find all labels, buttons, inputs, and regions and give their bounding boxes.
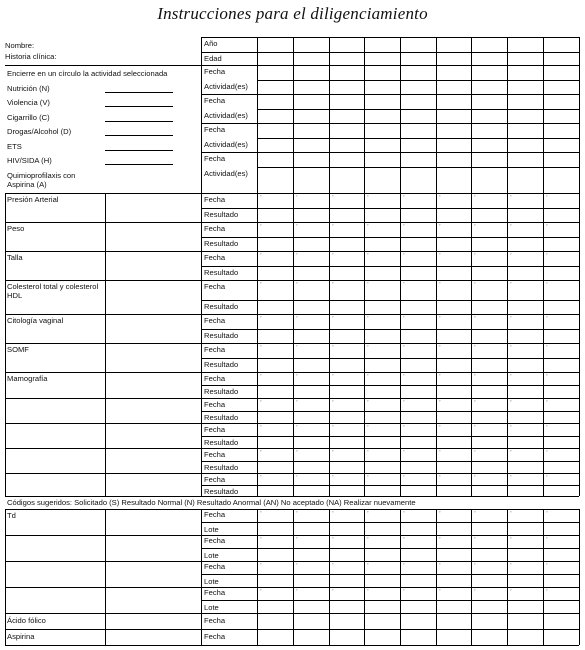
row-label: Actividad(es) xyxy=(204,140,248,149)
row-label: Actividad(es) xyxy=(204,111,248,120)
cell-marker: ° xyxy=(332,344,334,349)
cell-marker: ° xyxy=(296,194,298,199)
cell-marker: ° xyxy=(260,252,262,257)
screening-name: Mamografía xyxy=(7,374,48,383)
cell-marker: ° xyxy=(510,588,512,593)
cell-marker: ° xyxy=(296,510,298,515)
cell-marker: ° xyxy=(546,474,548,479)
activity-blank-line[interactable] xyxy=(105,92,173,93)
fecha-label: Fecha xyxy=(204,510,226,519)
activity-label: Drogas/Alcohol (D) xyxy=(7,127,72,136)
cell-marker: ° xyxy=(332,474,334,479)
cell-marker: ° xyxy=(367,588,369,593)
cell-marker: ° xyxy=(260,510,262,515)
row-divider xyxy=(257,167,579,168)
cell-marker: ° xyxy=(439,474,441,479)
row-divider xyxy=(201,548,579,549)
cell-marker: ° xyxy=(439,449,441,454)
screening-name: Presión Arterial xyxy=(7,195,59,204)
cell-marker: ° xyxy=(332,399,334,404)
cell-marker: ° xyxy=(474,344,476,349)
row-divider xyxy=(201,52,579,53)
cell-marker: ° xyxy=(546,223,548,228)
codes-legend: Códigos sugeridos: Solicitado (S) Resultado Normal (N) Resultado Anormal (AN) No aceptado (NA) Realizar nuevamente xyxy=(7,498,416,507)
cell-marker: ° xyxy=(367,510,369,515)
cell-marker: ° xyxy=(510,344,512,349)
activity-label: Cigarrillo (C) xyxy=(7,113,50,122)
cell-marker: ° xyxy=(546,449,548,454)
resultado-label: Resultado xyxy=(204,387,239,396)
cell-marker: ° xyxy=(260,399,262,404)
instruction-text: Encierre en un círculo la actividad seleccionada xyxy=(7,69,168,78)
fecha-label: Fecha xyxy=(204,632,226,641)
lote-label: Lote xyxy=(204,551,219,560)
fecha-label: Fecha xyxy=(204,475,226,484)
cell-marker: ° xyxy=(367,373,369,378)
cell-marker: ° xyxy=(474,588,476,593)
cell-marker: ° xyxy=(510,373,512,378)
activity-label: Nutrición (N) xyxy=(7,84,50,93)
table-left-border xyxy=(5,193,6,496)
cell-marker: ° xyxy=(367,223,369,228)
row-divider xyxy=(5,535,579,536)
cell-marker: ° xyxy=(546,588,548,593)
cell-marker: ° xyxy=(474,373,476,378)
cell-marker: ° xyxy=(546,562,548,567)
cell-marker: ° xyxy=(367,252,369,257)
date-column-divider xyxy=(579,193,580,496)
fecha-label: Fecha xyxy=(204,536,226,545)
resultado-label: Resultado xyxy=(204,239,239,248)
cell-marker: ° xyxy=(510,281,512,286)
screening-name: Peso xyxy=(7,224,25,233)
cell-marker: ° xyxy=(439,194,441,199)
cell-marker: ° xyxy=(332,449,334,454)
row-divider xyxy=(201,385,579,386)
date-column-divider xyxy=(400,193,401,496)
cell-marker: ° xyxy=(367,281,369,286)
resultado-label: Resultado xyxy=(204,268,239,277)
cell-marker: ° xyxy=(367,474,369,479)
activity-label: Quimioprofilaxis con Aspirina (A) xyxy=(7,171,76,189)
screening-name: Talla xyxy=(7,253,23,262)
row-divider xyxy=(5,398,579,399)
date-column-divider xyxy=(507,37,508,193)
screening-name: SOMF xyxy=(7,345,29,354)
row-divider xyxy=(257,138,579,139)
cell-marker: ° xyxy=(403,562,405,567)
fecha-label: Fecha xyxy=(204,345,226,354)
header-divider xyxy=(201,37,202,193)
cell-marker: ° xyxy=(510,449,512,454)
row-label: Fecha xyxy=(204,125,226,134)
cell-marker: ° xyxy=(474,474,476,479)
row-divider xyxy=(201,358,579,359)
cell-marker: ° xyxy=(510,252,512,257)
section-divider xyxy=(5,496,579,497)
cell-marker: ° xyxy=(296,536,298,541)
fecha-label: Fecha xyxy=(204,588,226,597)
cell-marker: ° xyxy=(546,399,548,404)
cell-marker: ° xyxy=(260,281,262,286)
cell-marker: ° xyxy=(439,562,441,567)
row-divider xyxy=(5,587,579,588)
cell-marker: ° xyxy=(439,281,441,286)
resultado-label: Resultado xyxy=(204,210,239,219)
row-label: Fecha xyxy=(204,96,226,105)
cell-marker: ° xyxy=(260,344,262,349)
cell-marker: ° xyxy=(474,194,476,199)
nombre-label: Nombre: xyxy=(5,41,35,50)
cell-marker: ° xyxy=(296,252,298,257)
cell-marker: ° xyxy=(367,315,369,320)
cell-marker: ° xyxy=(474,510,476,515)
cell-marker: ° xyxy=(546,281,548,286)
fecha-label: Fecha xyxy=(204,562,226,571)
cell-marker: ° xyxy=(439,424,441,429)
row-divider xyxy=(201,152,579,153)
date-column-divider xyxy=(543,37,544,193)
cell-marker: ° xyxy=(296,223,298,228)
activity-blank-line[interactable] xyxy=(105,164,173,165)
supplement-name: Aspirina xyxy=(7,632,35,641)
activity-blank-line[interactable] xyxy=(105,106,173,107)
cell-marker: ° xyxy=(510,315,512,320)
cell-marker: ° xyxy=(296,315,298,320)
activity-blank-line[interactable] xyxy=(105,150,173,151)
resultado-label: Resultado xyxy=(204,302,239,311)
row-divider xyxy=(5,423,579,424)
cell-marker: ° xyxy=(332,223,334,228)
row-label: Actividad(es) xyxy=(204,82,248,91)
cell-marker: ° xyxy=(367,424,369,429)
cell-marker: ° xyxy=(403,223,405,228)
cell-marker: ° xyxy=(510,399,512,404)
date-column-divider xyxy=(257,193,258,496)
row-divider xyxy=(257,109,579,110)
fecha-label: Fecha xyxy=(204,374,226,383)
fecha-label: Fecha xyxy=(204,616,226,625)
row-label: Fecha xyxy=(204,154,226,163)
supplement-name: Ácido fólico xyxy=(7,616,46,625)
date-column-divider xyxy=(471,37,472,193)
cell-marker: ° xyxy=(546,510,548,515)
fecha-label: Fecha xyxy=(204,450,226,459)
cell-marker: ° xyxy=(260,223,262,228)
resultado-label: Resultado xyxy=(204,331,239,340)
cell-marker: ° xyxy=(260,474,262,479)
date-column-divider xyxy=(543,193,544,496)
row-divider xyxy=(201,522,579,523)
cell-marker: ° xyxy=(260,424,262,429)
activity-blank-line[interactable] xyxy=(105,121,173,122)
cell-marker: ° xyxy=(403,281,405,286)
cell-marker: ° xyxy=(510,424,512,429)
cell-marker: ° xyxy=(367,344,369,349)
cell-marker: ° xyxy=(510,562,512,567)
date-column-divider xyxy=(400,37,401,193)
cell-marker: ° xyxy=(546,252,548,257)
fecha-label: Fecha xyxy=(204,253,226,262)
row-divider xyxy=(201,208,579,209)
cell-marker: ° xyxy=(510,536,512,541)
cell-marker: ° xyxy=(260,449,262,454)
resultado-label: Resultado xyxy=(204,413,239,422)
fecha-label: Fecha xyxy=(204,316,226,325)
cell-marker: ° xyxy=(403,510,405,515)
row-divider xyxy=(201,411,579,412)
cell-marker: ° xyxy=(439,536,441,541)
date-column-divider xyxy=(436,193,437,496)
cell-marker: ° xyxy=(403,588,405,593)
row-divider xyxy=(201,329,579,330)
cell-marker: ° xyxy=(332,194,334,199)
cell-marker: ° xyxy=(296,373,298,378)
date-column-divider xyxy=(436,37,437,193)
date-column-divider xyxy=(364,193,365,496)
cell-marker: ° xyxy=(403,344,405,349)
cell-marker: ° xyxy=(474,449,476,454)
fecha-label: Fecha xyxy=(204,224,226,233)
row-divider xyxy=(201,461,579,462)
lote-label: Lote xyxy=(204,577,219,586)
resultado-label: Resultado xyxy=(204,463,239,472)
cell-marker: ° xyxy=(332,536,334,541)
cell-marker: ° xyxy=(546,344,548,349)
activity-label: Violencia (V) xyxy=(7,98,50,107)
cell-marker: ° xyxy=(403,449,405,454)
activity-blank-line[interactable] xyxy=(105,135,173,136)
screening-name: Citología vaginal xyxy=(7,316,64,325)
cell-marker: ° xyxy=(510,223,512,228)
cell-marker: ° xyxy=(296,399,298,404)
cell-marker: ° xyxy=(367,562,369,567)
cell-marker: ° xyxy=(367,536,369,541)
cell-marker: ° xyxy=(439,252,441,257)
cell-marker: ° xyxy=(260,315,262,320)
date-column-divider xyxy=(364,37,365,193)
cell-marker: ° xyxy=(474,315,476,320)
cell-marker: ° xyxy=(403,399,405,404)
cell-marker: ° xyxy=(332,252,334,257)
cell-marker: ° xyxy=(367,399,369,404)
date-column-divider xyxy=(293,37,294,193)
row-divider xyxy=(5,629,579,630)
row-divider xyxy=(201,485,579,486)
row-divider xyxy=(201,237,579,238)
fecha-label: Fecha xyxy=(204,400,226,409)
cell-marker: ° xyxy=(546,536,548,541)
cell-marker: ° xyxy=(296,449,298,454)
date-column-divider xyxy=(257,37,258,193)
cell-marker: ° xyxy=(439,510,441,515)
fecha-label: Fecha xyxy=(204,195,226,204)
row-label: Fecha xyxy=(204,67,226,76)
cell-marker: ° xyxy=(260,194,262,199)
date-column-divider xyxy=(329,37,330,193)
activity-label: ETS xyxy=(7,142,22,151)
row-divider xyxy=(5,613,579,614)
resultado-label: Resultado xyxy=(204,438,239,447)
cell-marker: ° xyxy=(474,281,476,286)
header-divider-line xyxy=(5,65,579,66)
cell-marker: ° xyxy=(332,373,334,378)
row-divider xyxy=(5,280,579,281)
date-column-divider xyxy=(471,193,472,496)
cell-marker: ° xyxy=(332,424,334,429)
row-divider xyxy=(5,473,579,474)
row-divider xyxy=(201,574,579,575)
screening-name: Colesterol total y colesterol HDL xyxy=(7,282,99,300)
cell-marker: ° xyxy=(510,474,512,479)
date-column-divider xyxy=(579,37,580,193)
cell-marker: ° xyxy=(546,315,548,320)
cell-marker: ° xyxy=(296,424,298,429)
row-divider xyxy=(201,123,579,124)
row-divider xyxy=(201,94,579,95)
cell-marker: ° xyxy=(474,536,476,541)
row-divider xyxy=(5,561,579,562)
cell-marker: ° xyxy=(403,474,405,479)
fecha-label: Fecha xyxy=(204,425,226,434)
cell-marker: ° xyxy=(403,373,405,378)
cell-marker: ° xyxy=(332,315,334,320)
cell-marker: ° xyxy=(474,252,476,257)
resultado-label: Resultado xyxy=(204,360,239,369)
row-label: Año xyxy=(204,39,218,48)
cell-marker: ° xyxy=(367,194,369,199)
table-bottom-border xyxy=(5,645,579,646)
lote-label: Lote xyxy=(204,525,219,534)
cell-marker: ° xyxy=(367,449,369,454)
fecha-label: Fecha xyxy=(204,282,226,291)
cell-marker: ° xyxy=(403,315,405,320)
date-column-divider xyxy=(579,509,580,613)
cell-marker: ° xyxy=(439,373,441,378)
row-divider xyxy=(5,193,579,194)
cell-marker: ° xyxy=(296,588,298,593)
row-divider xyxy=(5,314,579,315)
cell-marker: ° xyxy=(332,588,334,593)
row-divider xyxy=(5,509,579,510)
cell-marker: ° xyxy=(332,562,334,567)
cell-marker: ° xyxy=(546,194,548,199)
historia-clinica-label: Historia clínica: xyxy=(5,52,57,61)
cell-marker: ° xyxy=(439,399,441,404)
cell-marker: ° xyxy=(296,474,298,479)
cell-marker: ° xyxy=(332,281,334,286)
cell-marker: ° xyxy=(439,344,441,349)
row-divider xyxy=(5,251,579,252)
cell-marker: ° xyxy=(439,315,441,320)
row-divider xyxy=(5,372,579,373)
cell-marker: ° xyxy=(260,373,262,378)
column-divider xyxy=(201,193,202,496)
cell-marker: ° xyxy=(510,510,512,515)
cell-marker: ° xyxy=(403,536,405,541)
vaccine-name: Td xyxy=(7,511,16,520)
row-divider xyxy=(201,266,579,267)
row-divider xyxy=(5,222,579,223)
cell-marker: ° xyxy=(296,344,298,349)
cell-marker: ° xyxy=(439,588,441,593)
date-column-divider xyxy=(579,613,580,645)
row-label: Edad xyxy=(204,54,222,63)
row-label: Actividad(es) xyxy=(204,169,248,178)
column-divider xyxy=(105,193,106,496)
date-column-divider xyxy=(293,193,294,496)
cell-marker: ° xyxy=(474,562,476,567)
cell-marker: ° xyxy=(403,424,405,429)
page-title: Instrucciones para el diligenciamiento xyxy=(157,4,428,23)
resultado-label: Resultado xyxy=(204,487,239,496)
cell-marker: ° xyxy=(403,194,405,199)
cell-marker: ° xyxy=(546,373,548,378)
lote-label: Lote xyxy=(204,603,219,612)
cell-marker: ° xyxy=(474,399,476,404)
activity-label: HIV/SIDA (H) xyxy=(7,156,52,165)
cell-marker: ° xyxy=(510,194,512,199)
date-column-divider xyxy=(507,193,508,496)
row-divider xyxy=(201,436,579,437)
cell-marker: ° xyxy=(439,223,441,228)
row-divider xyxy=(5,343,579,344)
row-divider xyxy=(5,448,579,449)
date-column-divider xyxy=(329,193,330,496)
cell-marker: ° xyxy=(260,562,262,567)
cell-marker: ° xyxy=(474,424,476,429)
cell-marker: ° xyxy=(260,588,262,593)
cell-marker: ° xyxy=(546,424,548,429)
cell-marker: ° xyxy=(474,223,476,228)
cell-marker: ° xyxy=(260,536,262,541)
cell-marker: ° xyxy=(296,562,298,567)
cell-marker: ° xyxy=(403,252,405,257)
row-divider xyxy=(201,300,579,301)
cell-marker: ° xyxy=(296,281,298,286)
cell-marker: ° xyxy=(332,510,334,515)
row-divider xyxy=(257,80,579,81)
row-divider xyxy=(201,600,579,601)
header-top-line xyxy=(201,37,579,38)
